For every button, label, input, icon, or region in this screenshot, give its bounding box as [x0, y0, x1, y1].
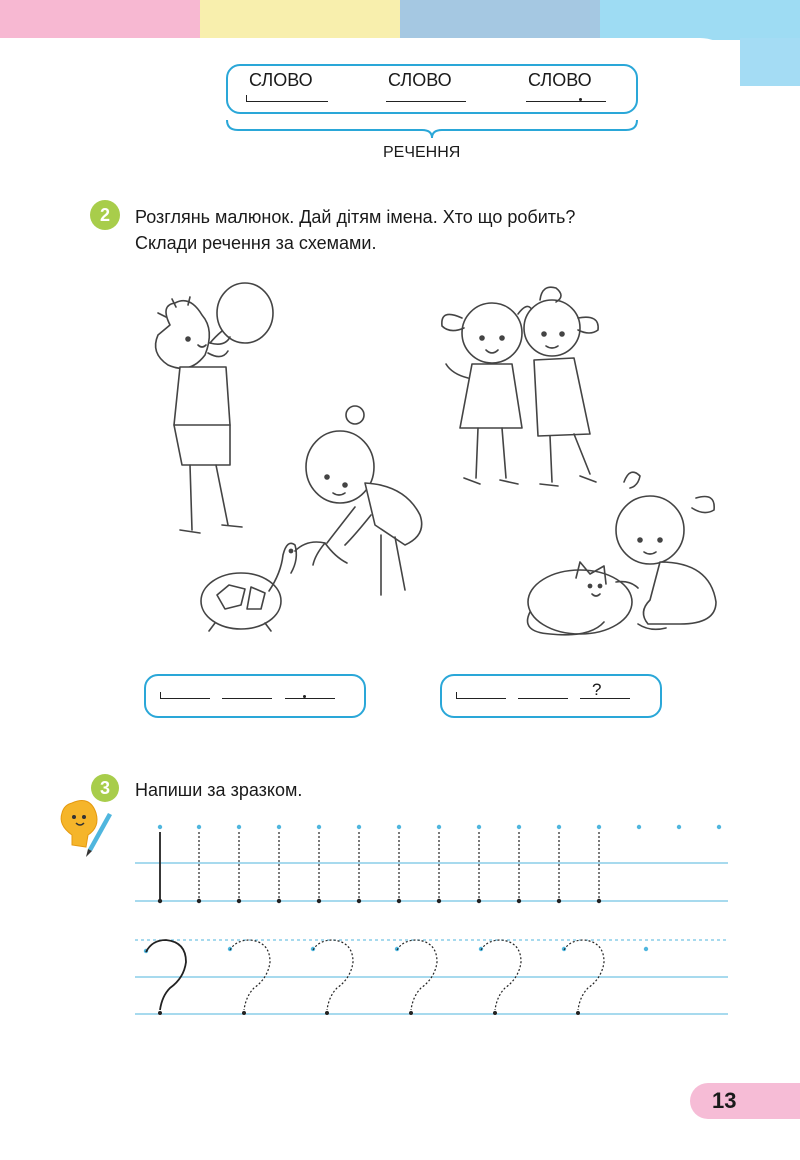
start-dot [637, 825, 641, 829]
end-dot [242, 1011, 246, 1015]
start-dot [397, 825, 401, 829]
end-dot [409, 1011, 413, 1015]
end-dot [493, 1011, 497, 1015]
task-2-line-1: Розглянь малюнок. Дай дітям імена. Хто що робить? [135, 207, 576, 227]
end-dot [517, 899, 521, 903]
end-dot [197, 899, 201, 903]
start-dot [517, 825, 521, 829]
sample-question-mark [146, 940, 186, 1010]
end-dot [158, 1011, 162, 1015]
end-dot [576, 1011, 580, 1015]
trace-question-mark [564, 940, 604, 1010]
start-dot [277, 825, 281, 829]
start-dot [557, 825, 561, 829]
end-dot [397, 899, 401, 903]
scheme-word-2: СЛОВО [388, 70, 452, 90]
start-dot [317, 825, 321, 829]
start-dot [357, 825, 361, 829]
scheme-right-question-mark: ? [592, 680, 602, 699]
trace-question-mark [313, 940, 353, 1010]
end-dot [357, 899, 361, 903]
task-2-line-2: Склади речення за схемами. [135, 233, 377, 253]
start-dot [717, 825, 721, 829]
start-dot [677, 825, 681, 829]
scheme-word-3: СЛОВО [528, 70, 592, 90]
start-dot [197, 825, 201, 829]
start-dot [158, 825, 162, 829]
end-dot [277, 899, 281, 903]
page-number: 13 [712, 1088, 737, 1113]
trace-question-mark [481, 940, 521, 1010]
end-dot [317, 899, 321, 903]
start-dot [644, 947, 648, 951]
scheme-word-1: СЛОВО [249, 70, 313, 90]
end-dot [437, 899, 441, 903]
start-dot [237, 825, 241, 829]
task-3-text: Напиши за зразком. [135, 780, 303, 800]
end-dot [597, 899, 601, 903]
task-number-2: 2 [90, 200, 120, 230]
trace-question-mark [230, 940, 270, 1010]
task-number-3: 3 [91, 774, 119, 802]
end-dot [557, 899, 561, 903]
start-dot [477, 825, 481, 829]
end-dot [158, 899, 162, 903]
end-dot [325, 1011, 329, 1015]
end-dot [477, 899, 481, 903]
end-dot [237, 899, 241, 903]
page-number-tab [690, 1083, 800, 1119]
start-dot [597, 825, 601, 829]
trace-question-mark [397, 940, 437, 1010]
scheme-caption: РЕЧЕННЯ [383, 144, 461, 161]
start-dot [437, 825, 441, 829]
